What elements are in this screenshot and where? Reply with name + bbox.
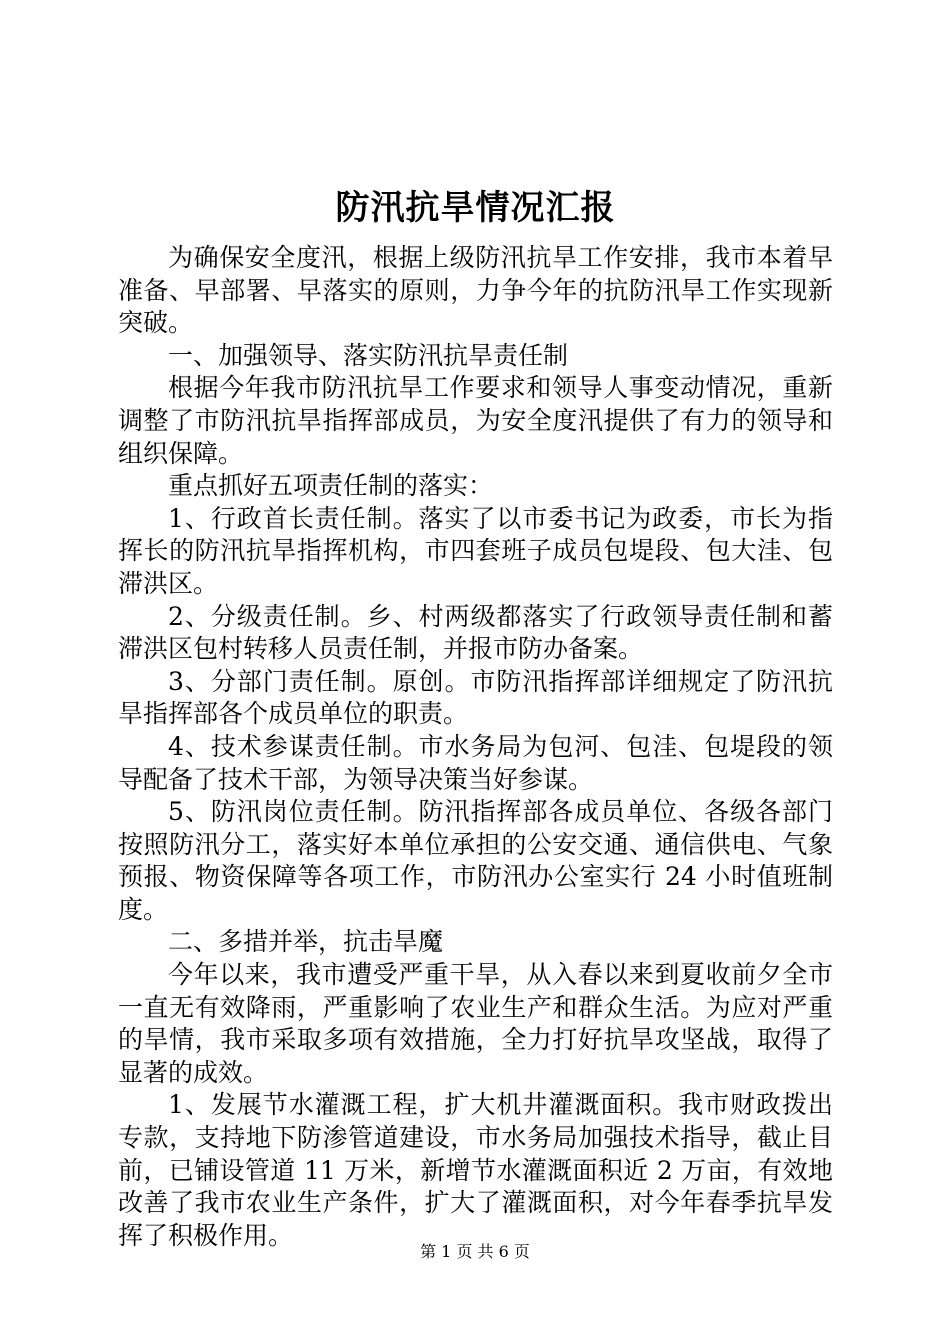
page-number-footer: 第 1 页 共 6 页 [420,1242,530,1261]
document-title: 防汛抗旱情况汇报 [335,188,616,228]
list-item: 4、技术参谋责任制。市水务局为包河、包洼、包堤段的领导配备了技术干部，为领导决策当好参谋。 [118,731,833,794]
document-body [118,180,833,1252]
list-item: 1、发展节水灌溉工程，扩大机井灌溉面积。我市财政拨出专款，支持地下防渗管道建设，市水务局加强技术指导，截止目前，已铺设管道 11 万米，新增节水灌溉面积近 2 万亩，有效地改善了我市农业生产条件，扩大了灌溉面积，对今年春季抗旱发挥了积极作用。 [118,1090,833,1250]
section-heading-1: 一、加强领导、落实防汛抗旱责任制 [168,340,569,370]
list-item: 5、防汛岗位责任制。防汛指挥部各成员单位、各级各部门按照防汛分工，落实好本单位承担的公安交通、通信供电、气象预报、物资保障等各项工作，市防汛办公室实行 24 小时值班制度。 [118,797,833,924]
paragraph: 重点抓好五项责任制的落实： [168,471,494,501]
paragraph: 根据今年我市防汛抗旱工作要求和领导人事变动情况，重新调整了市防汛抗旱指挥部成员，为安全度汛提供了有力的领导和组织保障。 [118,373,833,468]
list-item: 2、分级责任制。乡、村两级都落实了行政领导责任制和蓄滞洪区包村转移人员责任制，并报市防办备案。 [118,601,833,664]
intro-paragraph: 为确保安全度汛，根据上级防汛抗旱工作安排，我市本着早准备、早部署、早落实的原则，力争今年的抗防汛旱工作实现新突破。 [118,243,833,338]
list-item: 1、行政首长责任制。落实了以市委书记为政委，市长为指挥长的防汛抗旱指挥机构，市四套班子成员包堤段、包大洼、包滞洪区。 [118,503,833,598]
list-item: 3、分部门责任制。原创。市防汛指挥部详细规定了防汛抗旱指挥部各个成员单位的职责。 [118,666,833,729]
paragraph: 今年以来，我市遭受严重干旱，从入春以来到夏收前夕全市一直无有效降雨，严重影响了农业生产和群众生活。为应对严重的旱情，我市采取多项有效措施，全力打好抗旱攻坚战，取得了显著的成效。 [118,960,833,1087]
section-heading-2: 二、多措并举，抗击旱魔 [168,927,444,957]
